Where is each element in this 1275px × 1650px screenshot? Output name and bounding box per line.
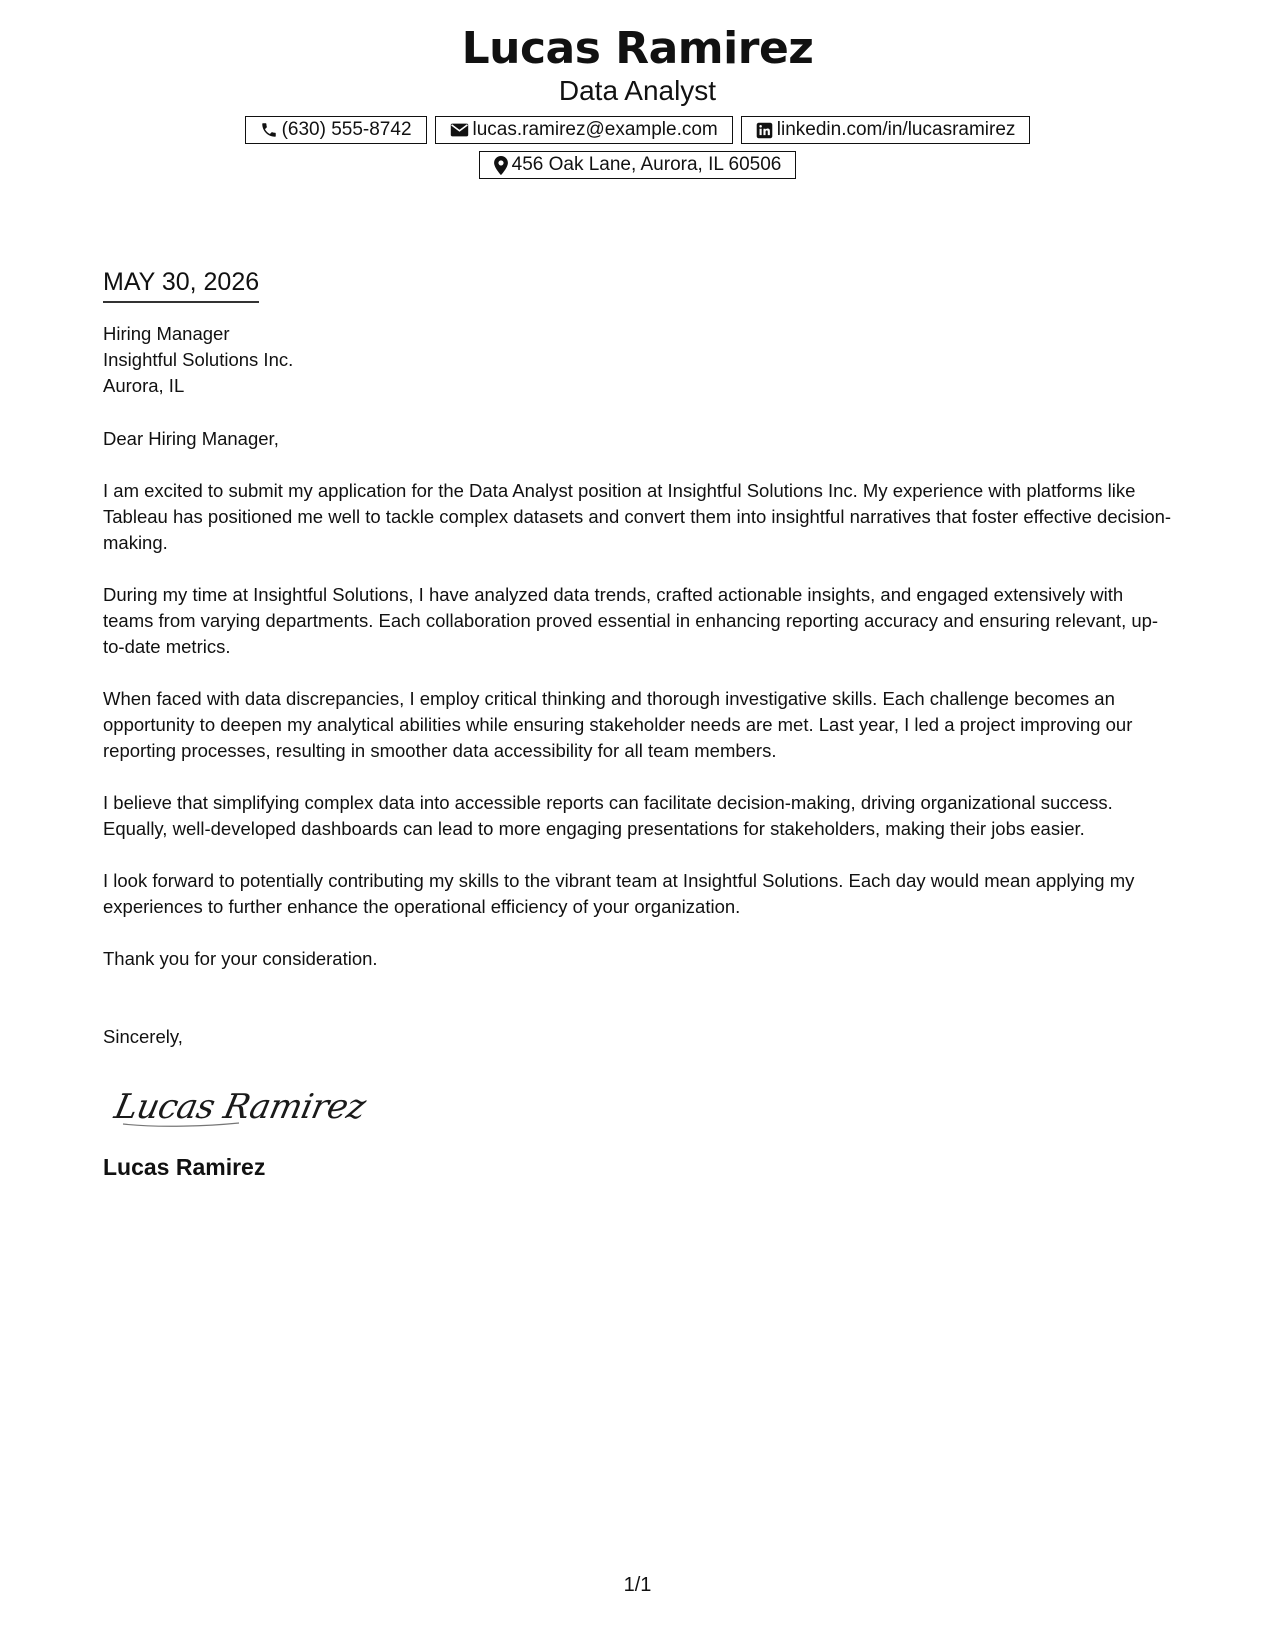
recipient-location: Aurora, IL (103, 375, 185, 396)
closing-line: Thank you for your consideration. (103, 948, 378, 969)
paragraph-1: I am excited to submit my application for the Data Analyst position at Insightful Solutions Inc. My experience with platforms like Tableau has positioned me well to tackle complex datasets and convert them into insightful narratives that foster effective decision-making. (103, 480, 1172, 553)
contact-linkedin-text: linkedin.com/in/lucasramirez (776, 119, 1016, 140)
letter-body (103, 265, 1173, 1182)
recipient-block (103, 321, 1173, 399)
contact-address[interactable] (479, 151, 797, 179)
contact-phone[interactable] (245, 116, 427, 144)
applicant-name: Lucas Ramirez (461, 23, 814, 74)
handwritten-signature (111, 1080, 1173, 1132)
recipient-title: Hiring Manager (103, 323, 230, 344)
letter-header (0, 22, 1275, 179)
paragraph-4: I believe that simplifying complex data into accessible reports can facilitate decision-making, driving organizational success. Equally, well-developed dashboards can lead to more engaging presentations for stakeholders, making their jobs easier. (103, 792, 1113, 839)
contact-linkedin[interactable] (741, 116, 1031, 144)
envelope-icon (450, 122, 469, 138)
paragraph-5: I look forward to potentially contributing my skills to the vibrant team at Insightful Solutions. Each day would mean applying my experiences to further enhance the operational efficiency of your organization. (103, 870, 1135, 917)
contact-row (0, 116, 1275, 144)
contact-row-address (0, 151, 1275, 179)
recipient-company: Insightful Solutions Inc. (103, 349, 294, 370)
map-pin-icon (494, 156, 508, 175)
contact-email-text: lucas.ramirez@example.com (472, 119, 718, 140)
signed-name: Lucas Ramirez (103, 1154, 266, 1180)
signoff: Sincerely, (103, 1026, 183, 1047)
signature-icon (111, 1080, 369, 1132)
paragraph-2: During my time at Insightful Solutions, I have analyzed data trends, crafted actionable insights, and engaged extensively with teams from varying departments. Each collaboration proved essential in enhancing reporting accuracy and ensuring relevant, up-to-date metrics. (103, 584, 1159, 657)
applicant-role: Data Analyst (558, 75, 717, 106)
contact-phone-text: (630) 555-8742 (281, 119, 412, 140)
salutation: Dear Hiring Manager, (103, 428, 279, 449)
phone-icon (260, 121, 278, 139)
contact-email[interactable] (435, 116, 733, 144)
letter-date: MAY 30, 2026 (103, 265, 259, 303)
paragraph-3: When faced with data discrepancies, I employ critical thinking and thorough investigative skills. Each challenge becomes an opportunity to deepen my analytical abilities while ensuring stakeholder needs are met. Last year, I led a project improving our reporting processes, resulting in smoother data accessibility for all team members. (103, 688, 1133, 761)
contact-address-text: 456 Oak Lane, Aurora, IL 60506 (511, 154, 782, 175)
linkedin-icon (756, 122, 773, 139)
signature-script: Lucas Ramirez (111, 1087, 369, 1127)
page-number: 1/1 (623, 1574, 652, 1596)
